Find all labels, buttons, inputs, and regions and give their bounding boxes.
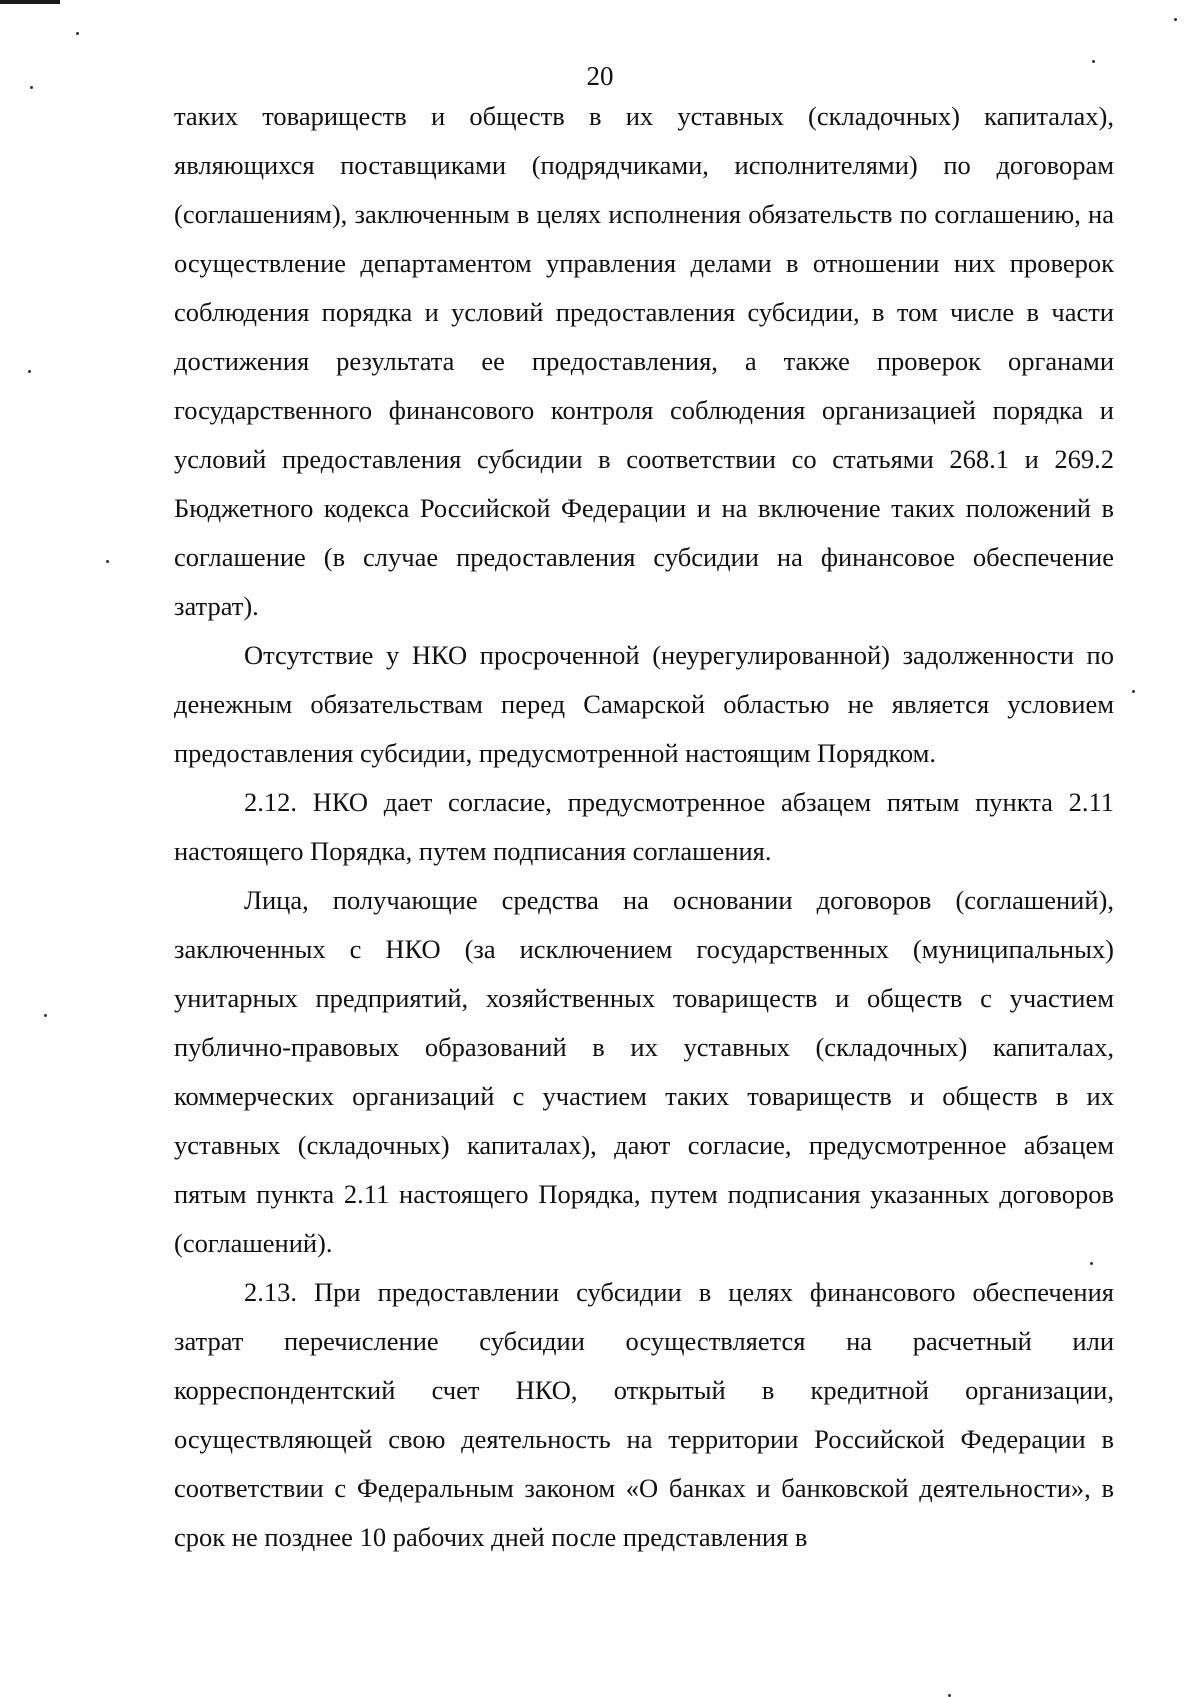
scan-speck <box>1174 18 1177 21</box>
paragraph: таких товариществ и обществ в их уставных (складочных) капиталах), являющихся поставщиками (подрядчиками, исполнителями) по договорам (соглашениям), заключенным в целях исполнения обязательств по соглашению, на осуществление департаментом управления делами в отношении них проверок соблюдения порядка и условий предоставления субсидии, в том числе в части достижения результата ее предоставления, а также проверок органами государственного финансового контроля соблюдения организацией порядка и условий предоставления субсидии в соответствии со статьями 268.1 и 269.2 Бюджетного кодекса Российской Федерации и на включение таких положений в соглашение (в случае предоставления субсидии на финансовое обеспечение затрат). <box>174 101 1114 621</box>
scan-speck <box>106 560 109 563</box>
paragraph: 2.13. При предоставлении субсидии в целях финансового обеспечения затрат перечисление субсидии осуществляется на расчетный или корреспондентский счет НКО, открытый в кредитной организации, осуществляющей свою деятельность на территории Российской Федерации в соответствии с Федеральным законом «О банках и банковской деятельности», в срок не позднее 10 рабочих дней после представления в <box>174 1277 1114 1552</box>
scan-speck <box>76 32 79 35</box>
document-body <box>174 92 1114 1562</box>
scan-speck <box>1090 1262 1093 1265</box>
scan-speck <box>1092 60 1095 63</box>
scan-speck <box>30 86 33 89</box>
scan-speck <box>44 1014 47 1017</box>
scan-speck <box>1132 690 1135 693</box>
paragraph: 2.12. НКО дает согласие, предусмотренное абзацем пятым пункта 2.11 настоящего Порядка, путем подписания соглашения. <box>174 787 1114 866</box>
scan-speck <box>28 370 31 373</box>
paragraph: Отсутствие у НКО просроченной (неурегулированной) задолженности по денежным обязательствам перед Самарской областью не является условием предоставления субсидии, предусмотренной настоящим Порядком. <box>174 640 1114 768</box>
paragraph: Лица, получающие средства на основании договоров (соглашений), заключенных с НКО (за исключением государственных (муниципальных) унитарных предприятий, хозяйственных товариществ и обществ с участием публично-правовых образований в их уставных (складочных) капиталах, коммерческих организаций с участием таких товариществ и обществ в их уставных (складочных) капиталах), дают согласие, предусмотренное абзацем пятым пункта 2.11 настоящего Порядка, путем подписания указанных договоров (соглашений). <box>174 885 1114 1258</box>
scan-edge-mark <box>0 0 60 4</box>
page-number: 20 <box>586 61 614 91</box>
